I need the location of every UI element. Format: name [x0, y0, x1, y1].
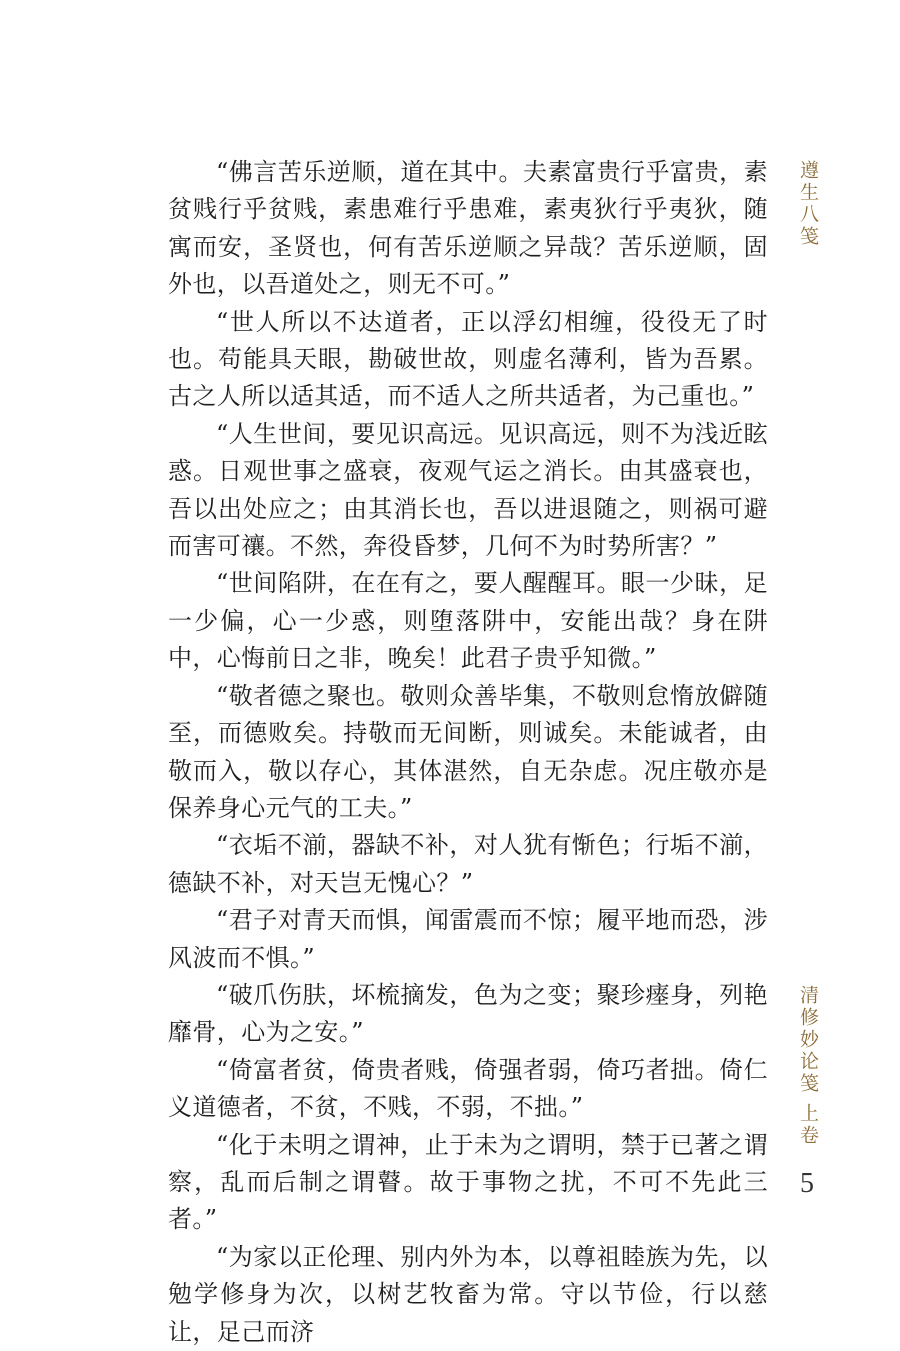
running-head: 遵生八笺 — [797, 160, 819, 248]
volume-label: 上卷 — [797, 1103, 819, 1147]
paragraph: “为家以正伦理、别内外为本，以尊祖睦族为先，以勉学修身为次，以树艺牧畜为常。守以节俭，行以慈让，足己而济 — [168, 1242, 768, 1346]
paragraph: “佛言苦乐逆顺，道在其中。夫素富贵行乎富贵，素贫贱行乎贫贱，素患难行乎患难，素夷狄行乎夷狄，随寓而安，圣贤也，何有苦乐逆顺之异哉？苦乐逆顺，固外也，以吾道处之，则无不可。” — [168, 158, 768, 299]
paragraph: “衣垢不湔，器缺不补，对人犹有惭色；行垢不湔，德缺不补，对天岂无愧心？” — [168, 831, 768, 897]
page-number: 5 — [800, 1168, 814, 1199]
paragraph: “破爪伤肤，坏梳摘发，色为之变；聚珍瘗身，列艳靡骨，心为之安。” — [168, 980, 768, 1047]
paragraph: “敬者德之聚也。敬则众善毕集，不敬则怠惰放僻随至，而德败矣。持敬而无间断，则诚矣。未能诚者，由敬而入，敬以存心，其体湛然，自无杂虑。况庄敬亦是保养身心元气的工夫。” — [168, 681, 768, 822]
paragraph: “化于未明之谓神，止于未为之谓明，禁于已著之谓察，乱而后制之谓瞽。故于事物之扰，不可不先此三者。” — [168, 1130, 768, 1234]
book-title: 清修妙论笺 — [797, 985, 819, 1095]
body-text — [168, 154, 768, 1351]
paragraph: “君子对青天而惧，闻雷震而不惊；履平地而恐，涉风波而不惧。” — [168, 906, 768, 972]
paragraph: “世人所以不达道者，正以浮幻相缠，役役无了时也。苟能具天眼，勘破世故，则虚名薄利，皆为吾累。古之人所以适其适，而不适人之所共适者，为己重也。” — [168, 307, 768, 411]
paragraph: “世间陷阱，在在有之，要人醒醒耳。眼一少昧，足一少偏，心一少惑，则堕落阱中，安能出哉？身在阱中，心悔前日之非，晚矣！此君子贵乎知微。” — [168, 569, 768, 673]
paragraph: “倚富者贫，倚贵者贱，倚强者弱，倚巧者拙。倚仁义道德者，不贫，不贱，不弱，不拙。” — [168, 1055, 768, 1122]
paragraph: “人生世间，要见识高远。见识高远，则不为浅近眩惑。日观世事之盛衰，夜观气运之消长。由其盛衰也，吾以出处应之；由其消长也，吾以进退随之，则祸可避而害可禳。不然，奔役昏梦，几何不为时势所害？” — [168, 419, 768, 561]
